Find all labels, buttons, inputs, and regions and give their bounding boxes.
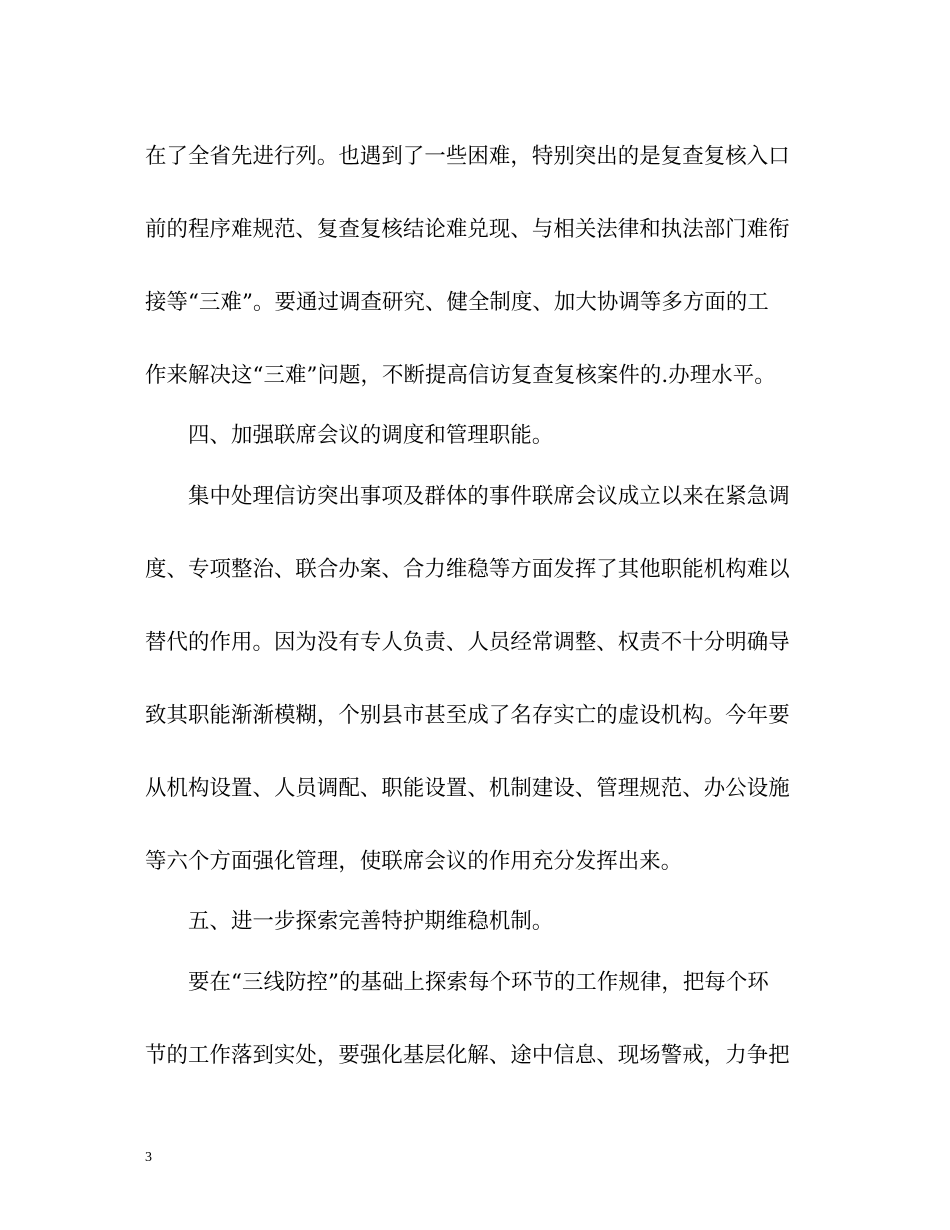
body-text-line-4: 作来解决这“三难”问题，不断提高信访复查复核案件的.办理水平。	[145, 363, 776, 388]
paragraph-four-line-3: 替代的作用。因为没有专人负责、人员经常调整、权责不十分明确导	[145, 630, 790, 655]
paragraph-four-line-5: 从机构设置、人员调配、职能设置、机制建设、管理规范、办公设施	[145, 776, 790, 801]
paragraph-five-line-1: 要在“三线防控”的基础上探索每个环节的工作规律，把每个环	[188, 970, 769, 995]
section-heading-four: 四、加强联席会议的调度和管理职能。	[188, 423, 554, 448]
paragraph-four-line-1: 集中处理信访突出事项及群体的事件联席会议成立以来在紧急调	[188, 484, 790, 509]
body-text-line-1: 在了全省先进行列。也遇到了一些困难，特别突出的是复查复核入口	[145, 144, 790, 169]
body-text-line-2: 前的程序难规范、复查复核结论难兑现、与相关法律和执法部门难衔	[145, 217, 790, 242]
body-text-line-3: 接等“三难”。要通过调查研究、健全制度、加大协调等多方面的工	[145, 290, 769, 315]
section-heading-five: 五、进一步探索完善特护期维稳机制。	[188, 909, 554, 934]
paragraph-four-line-2: 度、专项整治、联合办案、合力维稳等方面发挥了其他职能机构难以	[145, 557, 790, 582]
paragraph-four-line-4: 致其职能渐渐模糊，个别县市甚至成了名存实亡的虚设机构。今年要	[145, 703, 790, 728]
page-number: 3	[145, 1150, 152, 1165]
paragraph-four-line-6: 等六个方面强化管理，使联席会议的作用充分发挥出来。	[145, 849, 683, 874]
paragraph-five-line-2: 节的工作落到实处，要强化基层化解、途中信息、现场警戒，力争把	[145, 1043, 790, 1068]
